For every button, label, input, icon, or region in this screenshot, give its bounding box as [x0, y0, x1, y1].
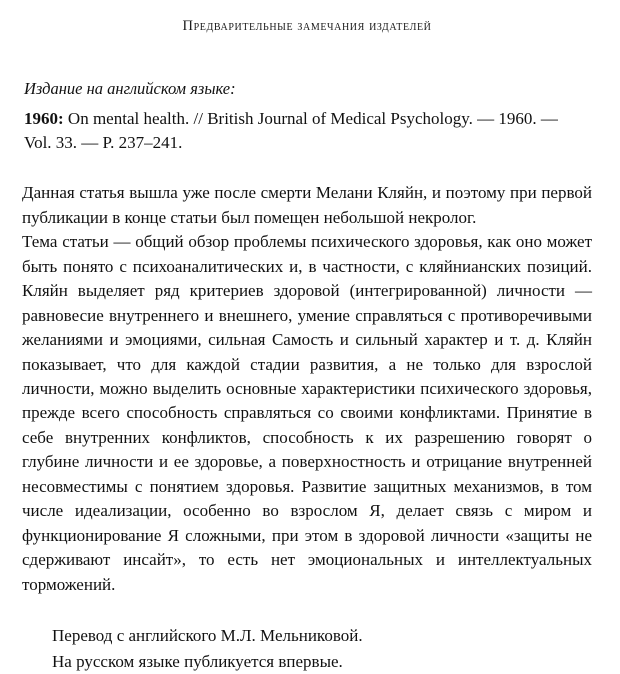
citation-block	[24, 107, 592, 155]
running-head: Предварительные замечания издателей	[182, 18, 432, 34]
publication-note: На русском языке публикуется впервые.	[52, 651, 343, 671]
paragraph-2: Тема статьи — общий обзор проблемы психического здоровья, как оно может быть понято с психоаналитических и, в частности, с кляйнианских позиций. Кляйн выделяет ряд критериев здоровой (интегрированной) личности — равновесие внутреннего и внешнего, умение справляться с противоречивыми желаниями и эмоциями, сильная Самость и сильный характер и т. д. Кляйн показывает, что для каждой стадии развития, а не только для взрослой личности, можно выделить основные характеристики психического здоровья, прежде всего способность справляться со своими конфликтами. Принятие в себе внутренних конфликтов, способность к их разрешению говорят о глубине личности и ее здоровье, а поверхностность и отрицание внутренней несовместимы с понятием здоровья. Развитие защитных механизмов, в том числе идеализации, особенно во взрослом Я, делает связь с миром и функционирование Я сложными, при этом в здоровой личности «защиты не сдерживают инсайт», то есть нет эмоциональных и интеллектуальных торможений.	[22, 232, 592, 594]
citation-line-1: On mental health. // British Journal of Medical Psychology. — 1960. —	[67, 109, 558, 128]
citation-line-2: Vol. 33. — P. 237–241.	[24, 133, 183, 153]
translation-notes	[52, 623, 592, 674]
paragraph-1: Данная статья вышла уже после смерти Мелани Кляйн, и поэтому при первой публикации в конце статьи был помещен небольшой некролог.	[22, 183, 592, 227]
source-label: Издание на английском языке:	[24, 79, 236, 98]
citation-year: 1960:	[24, 109, 64, 128]
translator-note: Перевод с английского М.Л. Мельниковой.	[52, 626, 363, 646]
body-text	[22, 181, 592, 597]
